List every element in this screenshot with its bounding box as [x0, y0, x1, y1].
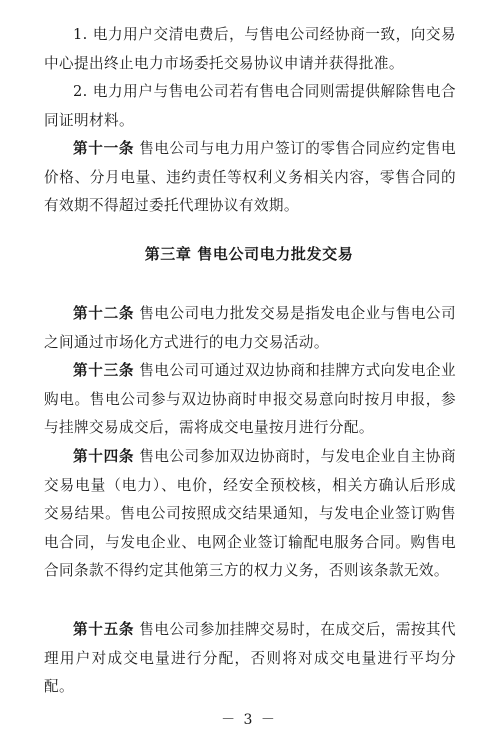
article-text: 售电公司参加双边协商时，与发电企业自主协商交易电量（电力）、电价，经安全预校核，相关方确认后形成交易结果。售电公司按照成交结果通知，与发电企业签订购售电合同，与发电企业、电网企业签订输配电服务合同。购售电合同条款不得约定其他第三方的权力义务，否则该条款无效。: [44, 448, 457, 579]
article-14: [44, 443, 456, 586]
article-text: 售电公司与电力用户签订的零售合同应约定售电价格、分月电量、违约责任等权利义务相关内容，零售合同的有效期不得超过委托代理协议有效期。: [44, 140, 457, 214]
chapter-title: 第三章 售电公司电力批发交易: [144, 245, 354, 263]
article-text: 售电公司电力批发交易是指发电企业与售电公司之间通过市场化方式进行的电力交易活动。: [44, 305, 457, 351]
article-text: 售电公司参加挂牌交易时，在成交后，需按其代理用户对成交电量进行分配，否则将对成交电量进行平均分配。: [44, 621, 457, 695]
paragraph-item-1: [44, 21, 456, 78]
paragraph-text: 1. 电力用户交清电费后，与售电公司经协商一致，向交易中心提出终止电力市场委托交易协议申请并获得批准。: [44, 26, 456, 72]
article-text: 售电公司可通过双边协商和挂牌方式向发电企业购电。售电公司参与双边协商时申报交易意向时按月申报，参与挂牌交易成交后，需将成交电量按月进行分配。: [44, 362, 457, 436]
article-number: 第十二条: [73, 305, 135, 322]
paragraph-item-2: [44, 78, 456, 135]
article-number: 第十三条: [73, 362, 135, 379]
article-13: [44, 357, 456, 443]
article-number: 第十一条: [73, 140, 135, 157]
page-number: － 3 －: [221, 712, 277, 728]
article-number: 第十五条: [73, 621, 135, 638]
paragraph-text: 2. 电力用户与售电公司若有售电合同则需提供解除售电合同证明材料。: [44, 83, 456, 129]
article-12: [44, 300, 456, 357]
article-number: 第十四条: [73, 448, 135, 465]
article-11: [44, 135, 456, 221]
article-15: [44, 616, 456, 702]
